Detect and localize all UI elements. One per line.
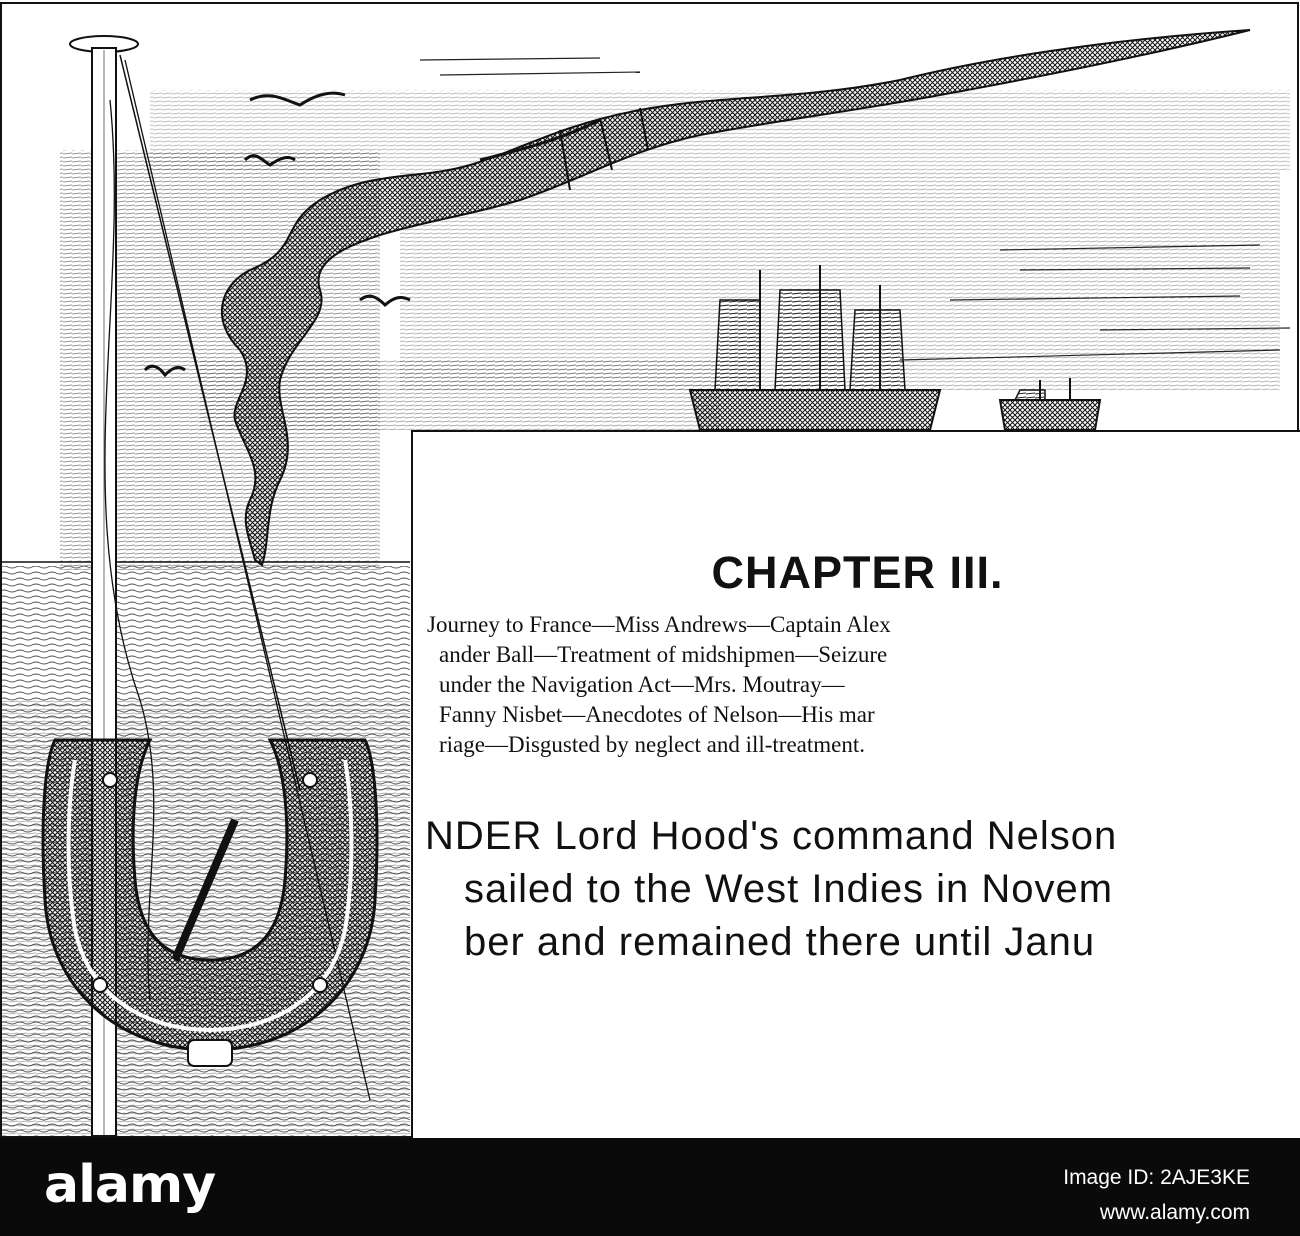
synopsis-line: ander Ball—Treatment of midshipmen—Seizure [439,642,888,667]
chapter-text-panel [411,430,1300,1140]
image-id-label: Image ID: 2AJE3KE [1063,1166,1250,1189]
synopsis-line: under the Navigation Act—Mrs. Moutray— [439,672,845,697]
chapter-body [425,810,1300,969]
site-url[interactable]: www.alamy.com [1099,1201,1250,1224]
synopsis-line: riage—Disgusted by neglect and ill-treatment. [439,732,866,757]
image-id-info [1063,1160,1250,1230]
body-line: ber and remained there until Janu [464,920,1096,964]
chapter-title: CHAPTER III. [711,547,1004,598]
synopsis-line: Fanny Nisbet—Anecdotes of Nelson—His mar [439,702,875,727]
chapter-synopsis [427,610,1300,760]
synopsis-line: Journey to France—Miss Andrews—Captain Alex [427,612,891,637]
alamy-logo: alamy [44,1155,216,1215]
body-line: sailed to the West Indies in Novem [464,867,1114,911]
body-line: NDER Lord Hood's command Nelson [425,814,1118,858]
